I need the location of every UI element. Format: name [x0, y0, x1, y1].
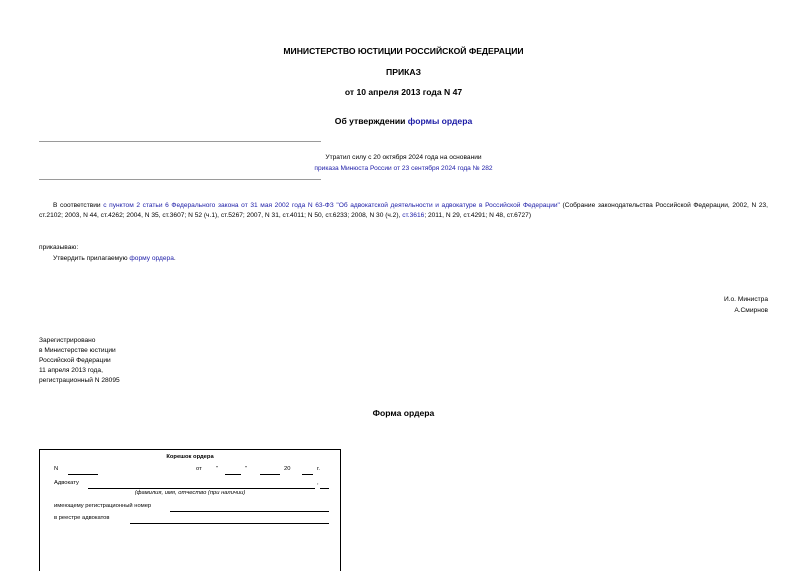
stub-day-field[interactable]	[225, 474, 241, 475]
stub-reg-number-label: имеющему регистрационный номер	[54, 503, 152, 509]
preamble-end: ; 2011, N 29, ст.4291; N 48, ст.6727)	[424, 212, 532, 219]
validity-source-link[interactable]: приказа Минюста России от 23 сентября 2024 года № 282	[314, 165, 493, 172]
registration-line: регистрационный N 28095	[39, 377, 120, 384]
order-item-suffix: .	[173, 255, 176, 262]
ministry-heading: МИНИСТЕРСТВО ЮСТИЦИИ РОССИЙСКОЙ ФЕДЕРАЦИИ	[283, 46, 524, 56]
federal-law-link[interactable]: с пунктом 2 статьи 6 Федерального закона от 31 мая 2002 года N 63-ФЗ "Об адвокатской деятельности и адвокатуре в Российской Федерации"	[103, 202, 560, 209]
preamble-start: В соответствии	[53, 202, 104, 209]
stub-from-label: от	[196, 466, 202, 472]
divider-top	[39, 141, 321, 142]
form-title: Форма ордера	[372, 408, 435, 418]
registration-line: Зарегистрировано	[39, 337, 96, 344]
order-item	[53, 254, 176, 264]
registration-line: 11 апреля 2013 года,	[39, 367, 103, 374]
registration-line: в Министерстве юстиции	[39, 347, 116, 354]
stub-number-label: N	[54, 466, 59, 472]
stub-registry-field[interactable]	[130, 523, 329, 524]
signature-position: И.о. Министра	[723, 296, 768, 303]
signature-name: А.Смирнов	[734, 307, 768, 314]
registration-block	[39, 336, 120, 386]
stub-quote-open: "	[216, 466, 219, 472]
stub-reg-number-field[interactable]	[170, 511, 329, 512]
preamble-citations: (Собрание законодательства Российской Федерации, 2002, N 23, ст.2102; 2003, N 44, ст.4262; 2004, N 35, ст.3607; N 52 (ч.1), ст.5267; 2007, N 31, ст.4011; N 50, ст.6233; 2008, N 30 (ч.2),	[39, 202, 768, 219]
stub-fio-hint: (фамилия, имя, отчество (при наличии)	[134, 490, 246, 496]
citation-link[interactable]: ст.3616	[402, 212, 425, 219]
document-type: ПРИКАЗ	[386, 67, 421, 77]
stub-month-field[interactable]	[260, 474, 280, 475]
stub-advocate-field-tail	[320, 488, 329, 489]
stub-year-suffix: г.	[317, 466, 321, 472]
order-title	[0, 116, 807, 126]
title-prefix: Об утверждении	[334, 116, 408, 126]
form-order-link[interactable]: форму ордера	[129, 255, 174, 262]
registration-line: Российской Федерации	[39, 357, 111, 364]
stub-number-field[interactable]	[68, 474, 98, 475]
stub-title: Корешок ордера	[166, 454, 214, 460]
stub-advocate-field[interactable]	[88, 488, 315, 489]
form-order-title-link[interactable]: формы ордера	[407, 116, 473, 126]
order-word: приказываю:	[39, 244, 79, 251]
stub-quote-close: "	[245, 466, 248, 472]
order-item-prefix: Утвердить прилагаемую	[53, 255, 130, 262]
stub-comma: ,	[317, 480, 319, 486]
divider-bottom	[39, 179, 321, 180]
order-date-number: от 10 апреля 2013 года N 47	[344, 87, 463, 97]
stub-year-prefix: 20	[284, 466, 291, 472]
preamble-paragraph	[39, 201, 768, 221]
validity-note: Утратил силу с 20 октября 2024 года на основании	[325, 154, 482, 161]
stub-advocate-label: Адвокату	[54, 480, 79, 486]
order-stub-form	[39, 449, 341, 571]
stub-year-field[interactable]	[302, 474, 313, 475]
stub-registry-label: в реестре адвокатов	[54, 515, 110, 521]
